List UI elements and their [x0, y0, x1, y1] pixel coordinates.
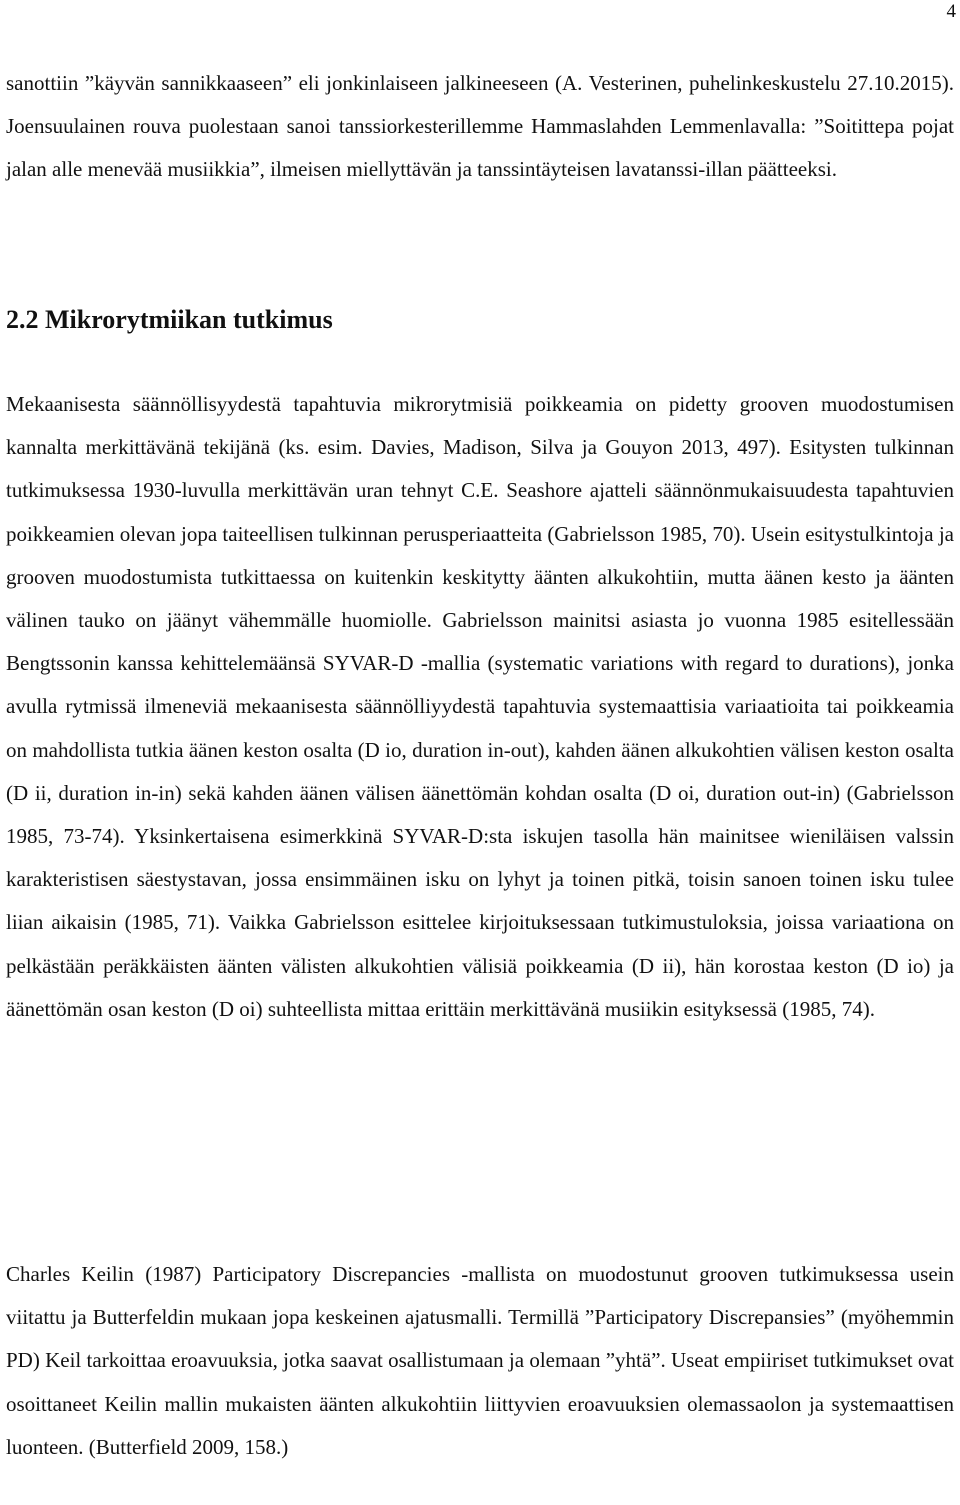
- page-number: 4: [946, 1, 956, 22]
- paragraph-keil: Charles Keilin (1987) Participatory Discrepancies -mallista on muodostunut grooven tutkimuksessa usein viitattu ja Butterfeldin mukaan jopa keskeinen ajatusmalli. Termillä ”Participatory Discrepansies” (myöhemmin PD) Keil tarkoittaa eroavuuksia, jotka saavat osallistumaan ja olemaan ”yhtä”. Useat empiiriset tutkimukset ovat osoittaneet Keilin mallin mukaisten äänten alkukohtiin liittyvien eroavuuksien olemassaolon ja systemaattisen luonteen. (Butterfield 2009, 158.): [6, 1262, 954, 1459]
- paragraph-intro: sanottiin ”käyvän sannikkaaseen” eli jonkinlaiseen jalkineeseen (A. Vesterinen, puhelinkeskustelu 27.10.2015). Joensuulainen rouva puolestaan sanoi tanssiorkesterillemme Hammaslahden Lemmenlavalla: ”Soitittepa pojat jalan alle menevää musiikkia”, ilmeisen miellyttävän ja tanssintäyteisen lavatanssi-illan päätteeksi.: [6, 71, 954, 182]
- section-heading: 2.2 Mikrorytmiikan tutkimus: [6, 305, 333, 334]
- paragraph-microrhythm: Mekaanisesta säännöllisyydestä tapahtuvia mikrorytmisiä poikkeamia on pidetty grooven muodostumisen kannalta merkittävänä tekijänä (ks. esim. Davies, Madison, Silva ja Gouyon 2013, 497). Esitysten tulkinnan tutkimuksessa 1930-luvulla merkittävän uran tehnyt C.E. Seashore ajatteli säännönmukaisuudesta tapahtuvien poikkeamien olevan jopa taiteellisen tulkinnan perusperiaatteita (Gabrielsson 1985, 70). Usein esitystulkintoja ja grooven muodostumista tutkittaessa on kuitenkin keskitytty äänten alkukohtiin, mutta äänen kesto ja äänten välinen tauko on jäänyt vähemmälle huomiolle. Gabrielsson mainitsi asiasta jo vuonna 1985 esitellessään Bengtssonin kanssa kehittelemäänsä SYVAR-D -mallia (systematic variations with regard to durations), jonka avulla rytmissä ilmeneviä mekaanisesta säännölliyydestä tapahtuvia systemaattisia variaatioita tai poikkeamia on mahdollista tutkia äänen keston osalta (D io, duration in-out), kahden äänen alkukohtien välisen keston osalta (D ii, duration in-in) sekä kahden äänen välisen äänettömän kohdan osalta (D oi, duration out-in) (Gabrielsson 1985, 73-74). Yksinkertaisena esimerkkinä SYVAR-D:sta iskujen tasolla hän mainitsee wieniläisen valssin karakteristisen säestystavan, jossa ensimmäinen isku on lyhyt ja toinen pitkä, toisin sanoen toinen isku tulee liian aikaisin (1985, 71). Vaikka Gabrielsson esittelee kirjoituksessaan tutkimustuloksia, joissa variaationa on pelkästään peräkkäisten äänten välisten alkukohtien välisiä poikkeamia (D ii), hän korostaa keston (D io) ja äänettömän osan keston (D oi) suhteellista mittaa erittäin merkittävänä musiikin esityksessä (1985, 74).: [6, 392, 954, 1021]
